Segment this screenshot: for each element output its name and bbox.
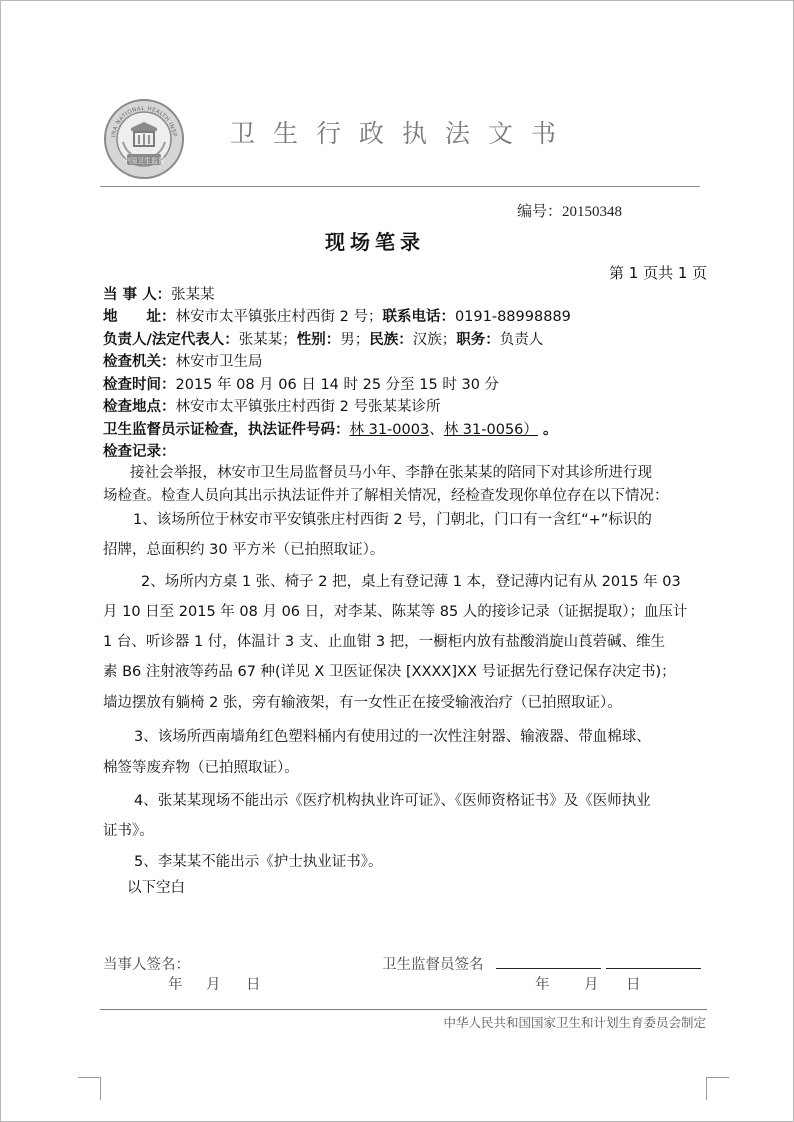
address-line — [103, 307, 571, 327]
agency-line — [103, 352, 263, 372]
party-sign-month: 月 — [206, 977, 221, 993]
ethnicity-label: 民族： — [369, 332, 413, 348]
item5-line-1: 5、李某某不能出示《护士执业证书》。 — [134, 854, 383, 870]
party-line — [103, 285, 215, 305]
header-title: 卫生行政执法文书 — [230, 119, 575, 148]
address-value: 林安市太平镇张庄村西街 2 号； — [175, 309, 383, 325]
phone-label: 联系电话： — [382, 309, 455, 325]
health-inspection-seal — [103, 98, 185, 180]
corner-mark-right — [706, 1077, 729, 1100]
certificate-line — [103, 420, 557, 440]
page-count: 第 1 页共 1 页 — [609, 264, 708, 282]
gender-value: 男； — [340, 332, 370, 348]
party-value: 张某某 — [171, 287, 215, 303]
inspector-signature-label: 卫生监督员签名 — [382, 957, 484, 973]
item3-line-1: 3、该场所西南墙角红色塑料桶内有使用过的一次性注射器、输液器、带血棉球、 — [134, 729, 651, 745]
position-value: 负责人 — [499, 332, 544, 348]
seal-icon — [103, 98, 185, 180]
intro-line-1: 接社会举报，林安市卫生局监督员马小年、李静在张某某的陪同下对其诊所进行现 — [130, 465, 652, 481]
footer-text: 中华人民共和国国家卫生和计划生育委员会制定 — [443, 1015, 706, 1030]
place-label: 检查地点： — [103, 399, 176, 415]
inspector-signature-line-1[interactable] — [496, 968, 601, 969]
agency-label: 检查机关： — [103, 354, 176, 370]
rep-label: 负责人/法定代表人： — [103, 332, 239, 348]
representative-line — [103, 330, 543, 350]
intro-line-2: 场检查。检查人员向其出示执法证件并了解相关情况，经检查发现你单位存在以下情况： — [103, 488, 669, 504]
inspector-sign-day: 日 — [626, 977, 641, 993]
gender-label: 性别： — [296, 332, 341, 348]
footer-divider — [100, 1009, 707, 1010]
item2-line-5: 墙边摆放有躺椅 2 张，旁有输液架，有一女性正在接受输液治疗（已拍照取证）。 — [103, 695, 622, 711]
cert-label: 卫生监督员示证检查，执法证件号码： — [103, 422, 350, 438]
agency-value: 林安市卫生局 — [175, 354, 263, 370]
header-divider — [100, 186, 700, 187]
seal-inner-text: 中国卫生监督 — [123, 157, 165, 165]
item1-line-1: 1、该场所位于林安市平安镇张庄村西街 2 号，门朝北，门口有一含红“+”标识的 — [133, 512, 652, 528]
item4-line-2: 证书》。 — [103, 823, 154, 839]
time-label: 检查时间： — [103, 377, 176, 393]
doc-number-value: 20150348 — [562, 204, 623, 220]
item2-line-4: 素 B6 注射液等药品 67 种(详见 X 卫医证保决 [XXXX]XX 号证据先行登记保存决定书)； — [103, 664, 676, 680]
item2-line-3: 1 台、听诊器 1 付，体温计 3 支、止血钳 3 把，一橱柜内放有盐酸消旋山莨菪碱、维生 — [103, 634, 666, 650]
place-line — [103, 397, 440, 417]
item2-line-1: 2、场所内方桌 1 张、椅子 2 把，桌上有登记薄 1 本，登记薄内记有从 2015 年 03 — [141, 574, 681, 590]
ethnicity-value: 汉族； — [412, 332, 457, 348]
item2-line-2: 月 10 日至 2015 年 08 月 06 日，对李某、陈某等 85 人的接诊记录（证据提取）；血压计 — [103, 604, 688, 620]
corner-mark-left — [78, 1077, 101, 1100]
place-value: 林安市太平镇张庄村西街 2 号张某某诊所 — [175, 399, 441, 415]
time-line — [103, 375, 499, 395]
time-value: 2015 年 08 月 06 日 14 时 25 分至 15 时 30 分 — [175, 377, 500, 393]
cert-value-1: 林 31-0003 — [349, 422, 430, 438]
record-title: 现场笔录 — [325, 230, 425, 254]
seal-outer-text: INA NATIONAL HEALTH INSP — [111, 105, 177, 138]
doc-number-label: 编号： — [517, 202, 563, 220]
cert-value-2: 林 31-0056） — [443, 422, 538, 438]
doc-number — [517, 200, 622, 221]
address-label: 地 址： — [103, 309, 176, 325]
party-label: 当 事 人： — [103, 287, 172, 303]
party-sign-year: 年 — [168, 977, 183, 993]
position-label: 职务： — [456, 332, 500, 348]
phone-value: 0191-88998889 — [454, 309, 571, 325]
party-signature-label: 当事人签名： — [103, 957, 190, 973]
rep-value: 张某某； — [238, 332, 297, 348]
blank-note: 以下空白 — [127, 880, 185, 896]
record-label: 检查记录： — [103, 444, 176, 460]
inspector-sign-year: 年 — [535, 977, 550, 993]
inspector-signature-line-2[interactable] — [606, 968, 701, 969]
inspector-sign-month: 月 — [584, 977, 599, 993]
record-label-line — [103, 442, 176, 462]
item1-line-2: 招牌，总面积约 30 平方米（已拍照取证）。 — [103, 542, 385, 558]
party-sign-day: 日 — [246, 977, 261, 993]
item3-line-2: 棉签等废弃物（已拍照取证）。 — [103, 760, 299, 776]
cert-end: 。 — [537, 422, 558, 438]
item4-line-1: 4、张某某现场不能出示《医疗机构执业许可证》、《医师资格证书》及《医师执业 — [134, 793, 651, 809]
cert-separator: 、 — [429, 422, 444, 438]
